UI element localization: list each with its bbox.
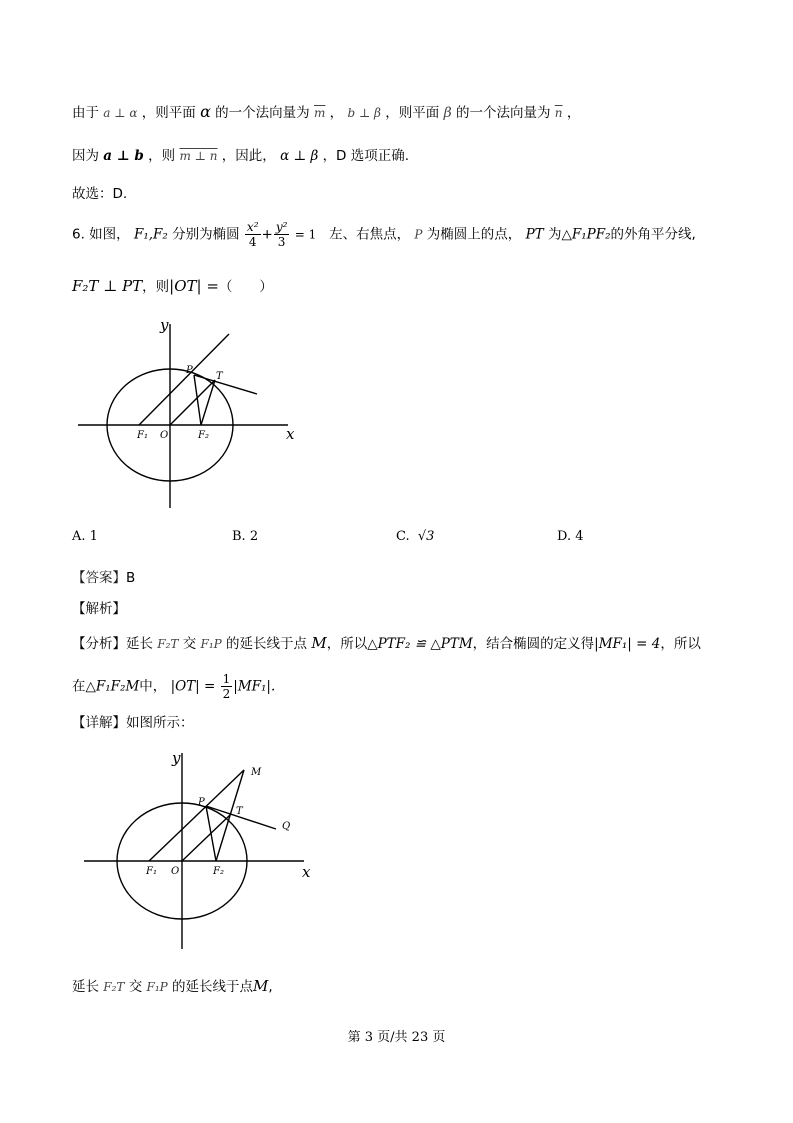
answer-value: B [126,570,136,586]
option-c: C. √3 [396,529,435,544]
question-6-line-2 [72,275,273,295]
text: ， [329,105,344,121]
text: ， [566,105,581,121]
math: F₂T [157,637,179,651]
label-m: M [251,767,262,778]
segment-pf2 [206,806,216,861]
math: M [253,977,269,995]
answer-tag: 【答案】 [72,570,126,586]
page-footer: 第 3 页/共 23 页 [347,1030,446,1045]
math: b ⊥ β [347,106,381,120]
vector-m: $\overline{m}$ [313,106,326,120]
text: 因为 [72,148,99,164]
text: 由于 [72,105,99,121]
math: △F₁PF₂ [561,226,611,243]
choose-line: 故选：D. [72,186,128,202]
question-6-line-1: 6. 如图， F₁,F₂ 分别为椭圆 $\frac{\text{x²}}{4}$ + $\frac{\text{y²}}{3}$ = 1 左、右焦点， P 为椭圆上的点， PT 为△F₁PF₂的外角平分线, [72,220,696,249]
fraction-x: $\frac{\text{x²}}{4}$ [246,220,259,249]
question-number: 6. 如图， [72,226,130,243]
figure-2-ellipse [82,745,332,955]
analysis-tag: 【解析】 [72,601,126,617]
math: P [414,227,423,242]
math: M [311,634,327,652]
label-o: O [160,430,169,441]
answer-blank: （ ） [218,279,273,295]
text: 分别为椭圆 [172,226,240,243]
label-x: x [302,863,311,881]
figure-1-ellipse [74,314,314,514]
label-f2: F₂ [213,866,224,877]
math: |OT| = [170,678,216,695]
analysis-line-1: 【分析】延长 F₂T 交 F₁P 的延长线于点 M，所以△PTF₂ ≌ △PTM，结合椭圆的定义得|MF₁| = 4，所以 [72,634,701,652]
math: α [200,102,211,121]
label-p: P [198,797,205,808]
math: △F₁F₂M [85,678,140,695]
text: 的一个法向量为 [215,105,310,121]
text: 为椭圆上的点， [426,226,522,243]
text: 的一个法向量为 [455,105,551,121]
answer-line [72,566,135,586]
solution-line-1 [72,101,580,121]
label-p: P [186,365,193,376]
fraction-y: $\frac{\text{y²}}{3}$ [275,220,288,249]
option-a: A. 1 [72,529,98,544]
last-line: 延长 F₂T 交 F₁P 的延长线于点M, [72,977,273,995]
math: F₁P [146,980,168,994]
label-x: x [286,425,295,443]
label-f2: F₂ [198,430,209,441]
math: △PTF₂ ≌ △PTM [367,636,473,652]
label-o: O [171,866,180,877]
label-f1: F₁ [137,430,148,441]
math: |MF₁| = 4 [594,636,661,652]
math: a ⊥ α [103,106,138,120]
text: ，则 [142,279,170,295]
text: 为 [547,226,562,243]
math: a ⊥ b [103,148,144,164]
analysis-line-2: 在△F₁F₂M中， |OT| = $\frac{1}{2}$ |MF₁|. [72,672,276,701]
label-y: y [172,749,181,767]
detail-tag: 【详解】 [72,715,126,731]
text: ，D 选项正确. [322,148,410,164]
label-t: T [236,806,243,817]
text: ，则平面 [385,105,440,121]
math: = 1 [294,227,317,242]
math: PT [525,226,544,243]
math: |OT| = [169,277,219,295]
math: |MF₁|. [233,678,276,695]
text: 的外角平分线, [610,226,696,243]
math: F₂T [103,980,125,994]
math: F₁,F₂ [133,226,168,243]
math: β [443,105,452,121]
analysis-subtag: 【分析】 [72,636,126,652]
label-y: y [160,316,169,334]
label-f1: F₁ [146,866,157,877]
text: ，则平面 [141,105,196,121]
fraction-half: $\frac{1}{2}$ [222,672,231,701]
sqrt-3: √3 [417,529,435,544]
math: F₁P [200,637,222,651]
label-t: T [216,371,223,382]
math: m ⊥ n [179,149,218,163]
option-b: B. 2 [232,529,259,544]
text: ，则 [148,148,176,164]
option-d: D. 4 [557,529,584,544]
solution-line-2 [72,144,409,164]
math: α ⊥ β [280,148,319,164]
text: 左、右焦点， [329,226,411,243]
math: F₂T ⊥ PT [72,277,143,295]
detail-line: 【详解】如图所示： [72,715,194,731]
text: ，因此， [221,148,276,164]
label-q: Q [282,821,291,832]
vector-n: $\overline{n}$ [554,106,563,120]
